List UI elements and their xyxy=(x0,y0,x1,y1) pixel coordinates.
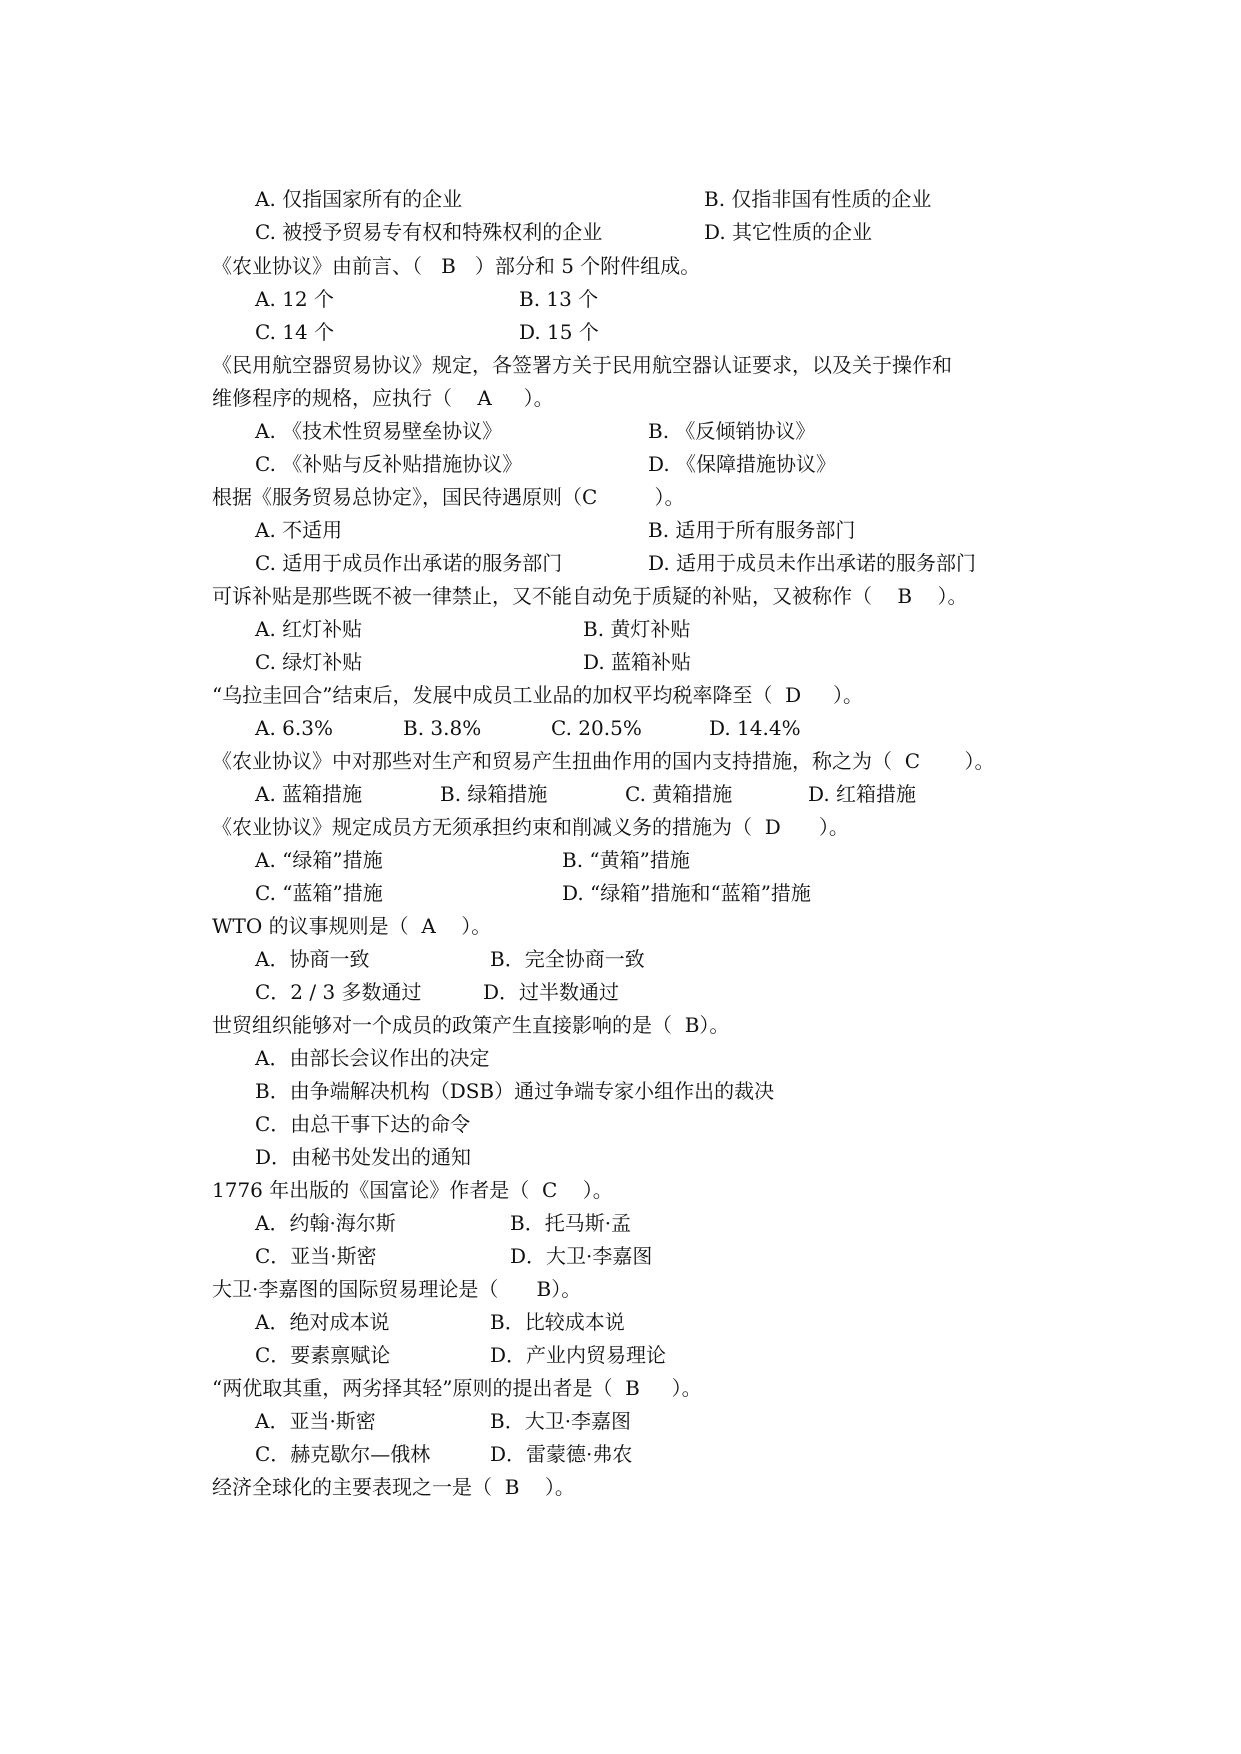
option: D. 适用于成员未作出承诺的服务部门 xyxy=(648,551,977,575)
option: C. 绿灯补贴 xyxy=(255,650,363,674)
option: A. 不适用 xyxy=(255,518,343,542)
question-stem: 世贸组织能够对一个成员的政策产生直接影响的是（ B）。 xyxy=(212,1013,730,1037)
option: A．亚当·斯密 xyxy=(255,1409,376,1433)
option: D. “绿箱”措施和“蓝箱”措施 xyxy=(562,881,811,905)
option: B．比较成本说 xyxy=(490,1310,625,1334)
option: C．由总干事下达的命令 xyxy=(255,1112,471,1136)
option: D. 红箱措施 xyxy=(808,782,917,806)
option: A．约翰·海尔斯 xyxy=(255,1211,396,1235)
option: B. 《反倾销协议》 xyxy=(648,419,816,443)
option: A. “绿箱”措施 xyxy=(255,848,383,872)
option: D. 蓝箱补贴 xyxy=(583,650,692,674)
option: B．由争端解决机构（DSB）通过争端专家小组作出的裁决 xyxy=(255,1079,775,1103)
option: C．2 / 3 多数通过 xyxy=(255,980,422,1004)
question-stem: 维修程序的规格，应执行（ A ）。 xyxy=(212,386,554,410)
option: C．赫克歇尔—俄林 xyxy=(255,1442,431,1466)
option: C. 被授予贸易专有权和特殊权利的企业 xyxy=(255,220,603,244)
question-stem: 经济全球化的主要表现之一是（ B ）。 xyxy=(212,1475,575,1499)
option: C. 黄箱措施 xyxy=(625,782,733,806)
option: A．绝对成本说 xyxy=(255,1310,390,1334)
question-stem: 大卫·李嘉图的国际贸易理论是（ B）。 xyxy=(212,1277,582,1301)
option: D. 《保障措施协议》 xyxy=(648,452,837,476)
option: D．大卫·李嘉图 xyxy=(510,1244,653,1268)
option: C. 14 个 xyxy=(255,320,335,344)
option: D．由秘书处发出的通知 xyxy=(255,1145,472,1169)
option: C. “蓝箱”措施 xyxy=(255,881,383,905)
option: A. 蓝箱措施 xyxy=(255,782,363,806)
question-stem: 根据《服务贸易总协定》，国民待遇原则（C ）。 xyxy=(212,485,685,509)
option: D．过半数通过 xyxy=(483,980,620,1004)
option: D．产业内贸易理论 xyxy=(490,1343,667,1367)
question-stem: 《农业协议》中对那些对生产和贸易产生扭曲作用的国内支持措施，称之为（ C ）。 xyxy=(212,749,995,773)
option: B．大卫·李嘉图 xyxy=(490,1409,632,1433)
option: C．亚当·斯密 xyxy=(255,1244,377,1268)
option: A. 12 个 xyxy=(255,287,334,311)
option: D．雷蒙德·弗农 xyxy=(490,1442,633,1466)
option: A. 仅指国家所有的企业 xyxy=(255,187,463,211)
option: B. 仅指非国有性质的企业 xyxy=(704,187,932,211)
option: D. 其它性质的企业 xyxy=(704,220,873,244)
option: C. 《补贴与反补贴措施协议》 xyxy=(255,452,523,476)
option: B. 3.8% xyxy=(403,716,482,740)
option: B. 绿箱措施 xyxy=(440,782,548,806)
option: B. 13 个 xyxy=(519,287,599,311)
question-stem: 《农业协议》规定成员方无须承担约束和削减义务的措施为（ D ）。 xyxy=(212,815,849,839)
question-stem: 《民用航空器贸易协议》规定，各签署方关于民用航空器认证要求，以及关于操作和 xyxy=(212,353,952,377)
question-stem: “乌拉圭回合”结束后，发展中成员工业品的加权平均税率降至（ D ）。 xyxy=(212,683,863,707)
option: B．完全协商一致 xyxy=(490,947,645,971)
option: A．协商一致 xyxy=(255,947,370,971)
option: A. 6.3% xyxy=(255,716,333,740)
option: B．托马斯·孟 xyxy=(510,1211,632,1235)
option: C．要素禀赋论 xyxy=(255,1343,391,1367)
option: A. 红灯补贴 xyxy=(255,617,363,641)
option: C. 适用于成员作出承诺的服务部门 xyxy=(255,551,563,575)
option: B. 适用于所有服务部门 xyxy=(648,518,856,542)
question-stem: 1776 年出版的《国富论》作者是（ C ）。 xyxy=(212,1178,613,1202)
option: D. 15 个 xyxy=(519,320,599,344)
option: A．由部长会议作出的决定 xyxy=(255,1046,490,1070)
question-stem: 可诉补贴是那些既不被一律禁止，又不能自动免于质疑的补贴，又被称作（ B ）。 xyxy=(212,584,968,608)
question-stem: WTO 的议事规则是（ A ）。 xyxy=(212,914,492,938)
option: A. 《技术性贸易壁垒协议》 xyxy=(255,419,503,443)
question-stem: “两优取其重，两劣择其轻”原则的提出者是（ B ）。 xyxy=(212,1376,702,1400)
option: C. 20.5% xyxy=(551,716,642,740)
option: D. 14.4% xyxy=(709,716,801,740)
option: B. “黄箱”措施 xyxy=(562,848,690,872)
option: B. 黄灯补贴 xyxy=(583,617,691,641)
question-stem: 《农业协议》由前言、（ B ）部分和 5 个附件组成。 xyxy=(212,254,701,278)
